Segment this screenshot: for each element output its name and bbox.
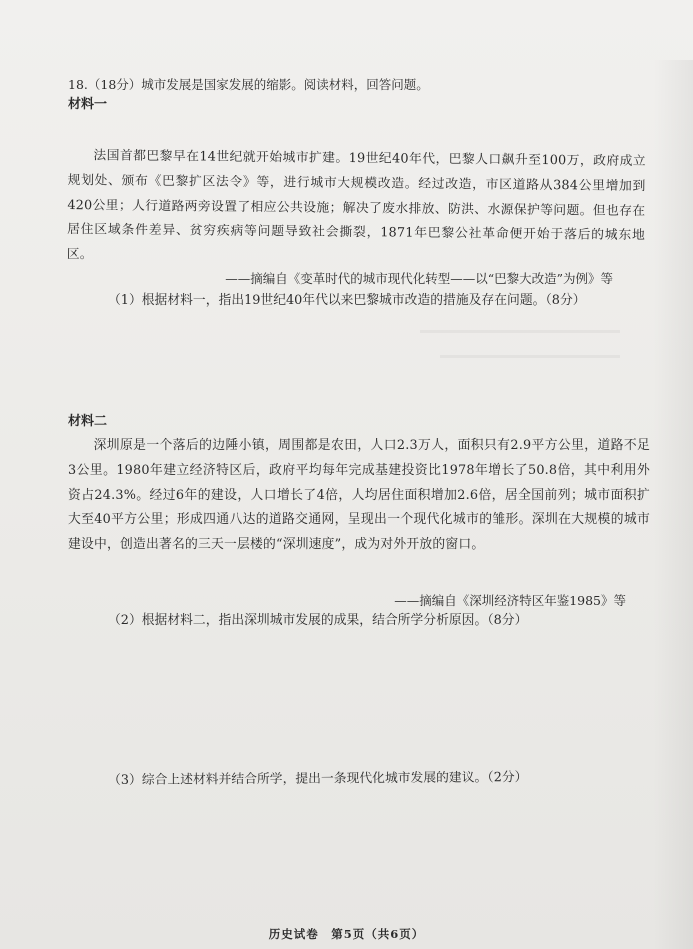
material-2-source: ——摘编自《深圳经济特区年鉴1985》等 [394,593,626,608]
material-2-label: 材料二 [68,414,108,429]
scan-shadow [653,60,693,949]
question-1: （1）根据材料一，指出19世纪40年代以来巴黎城市改造的措施及存在问题。（8分） [108,293,586,308]
material-1-label: 材料一 [68,97,108,112]
material-2-text: 深圳原是一个落后的边陲小镇，周围都是农田，人口2.3万人，面积只有2.9平方公里，道路不足3公里。1980年建立经济特区后，政府平均每年完成基建投资比1978年增长了50.8倍，其中利用外资占24.3%。经过6年的建设，人口增长了4倍，人均居住面积增加2.6倍，居全国前列；城市面积扩大至40平方公里；形成四通八达的道路交通网，呈现出一个现代化城市的雏形。深圳在大规模的城市建设中，创造出著名的三天一层楼的“深圳速度”，成为对外开放的窗口。 [68,438,650,553]
question-header: 18.（18分）城市发展是国家发展的缩影。阅读材料，回答问题。 [68,77,429,92]
material-1-text: 法国首都巴黎早在14世纪就开始城市扩建。19世纪40年代，巴黎人口飙升至100万，政府成立规划处、颁布《巴黎扩区法令》等，进行城市大规模改造。经过改造，市区道路从384公里增加到420公里；人行道路两旁设置了相应公共设施；解决了废水排放、防洪、水源保护等问题。但也存在居住区域条件差异、贫穷疾病等问题导致社会撕裂，1871年巴黎公社革命便开始于落后的城东地区。 [66,148,646,263]
bleed-through-mark [420,330,620,333]
page-footer: 历史试卷 第5页（共6页） [268,927,425,941]
material-1-source: ——摘编自《变革时代的城市现代化转型——以“巴黎大改造”为例》等 [225,271,613,286]
question-2: （2）根据材料二，指出深圳城市发展的成果，结合所学分析原因。（8分） [108,613,528,628]
question-3: （3）综合上述材料并结合所学，提出一条现代化城市发展的建议。（2分） [108,770,528,788]
bleed-through-mark [440,355,620,358]
